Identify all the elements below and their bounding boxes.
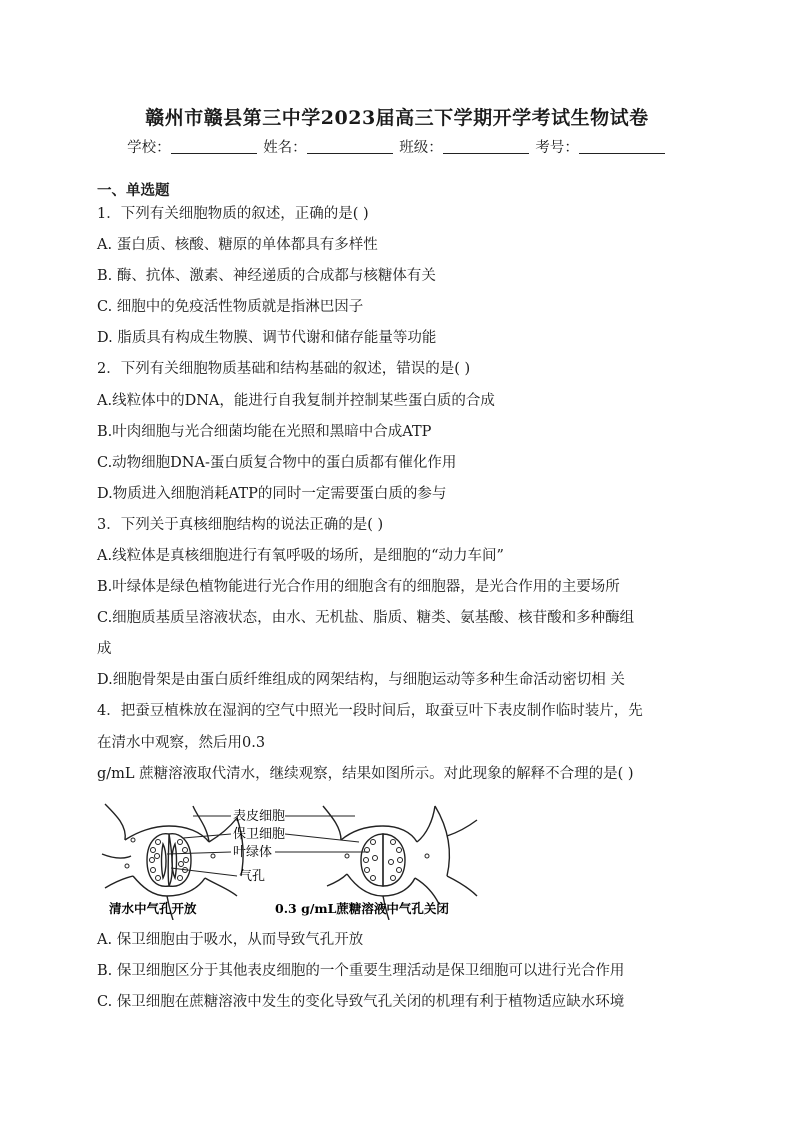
question-1-option-d[interactable]: D. 脂质具有构成生物膜、调节代谢和储存能量等功能	[97, 330, 437, 346]
school-label: 学校：	[127, 140, 171, 156]
number-label: 考号：	[535, 140, 579, 156]
class-blank[interactable]	[443, 138, 529, 154]
question-2-option-c[interactable]: C.动物细胞DNA-蛋白质复合物中的蛋白质都有催化作用	[97, 455, 457, 471]
question-3-option-b[interactable]: B.叶绿体是绿色植物能进行光合作用的细胞含有的细胞器，是光合作用的主要场所	[97, 579, 620, 595]
name-blank[interactable]	[307, 138, 393, 154]
number-blank[interactable]	[579, 138, 665, 154]
school-blank[interactable]	[171, 138, 257, 154]
question-2-option-a[interactable]: A.线粒体中的DNA，能进行自我复制并控制某些蛋白质的合成	[97, 393, 495, 409]
question-4-option-a[interactable]: A. 保卫细胞由于吸水，从而导致气孔开放	[97, 932, 364, 948]
label-stoma: 气孔	[239, 869, 266, 884]
student-info-line	[0, 136, 794, 157]
stomata-diagram	[97, 796, 497, 920]
question-4-option-b[interactable]: B. 保卫细胞区分于其他表皮细胞的一个重要生理活动是保卫细胞可以进行光合作用	[97, 963, 625, 979]
question-1-option-b[interactable]: B. 酶、抗体、激素、神经递质的合成都与核糖体有关	[97, 268, 436, 284]
question-1-option-a[interactable]: A. 蛋白质、核酸、糖原的单体都具有多样性	[97, 237, 378, 253]
question-4-stem-line-1: 4．把蚕豆植株放在湿润的空气中照光一段时间后，取蚕豆叶下表皮制作临时装片，先	[97, 703, 643, 719]
class-label: 班级：	[399, 140, 443, 156]
name-label: 姓名：	[263, 140, 307, 156]
caption-open: 清水中气孔开放	[109, 901, 197, 916]
label-guard-cell: 保卫细胞	[233, 827, 286, 842]
question-3-option-c-continued: 成	[97, 641, 112, 657]
question-4-stem-line-3: g/mL 蔗糖溶液取代清水，继续观察，结果如图所示。对此现象的解释不合理的是( )	[97, 766, 634, 782]
question-2-stem: 2．下列有关细胞物质基础和结构基础的叙述，错误的是( )	[97, 361, 471, 377]
question-1-option-c[interactable]: C. 细胞中的免疫活性物质就是指淋巴因子	[97, 299, 364, 315]
caption-closed: 0.3 g/mL蔗糖溶液中气孔关闭	[275, 901, 449, 916]
question-3-option-c[interactable]: C.细胞质基质呈溶液状态，由水、无机盐、脂质、糖类、氨基酸、核苷酸和多种酶组	[97, 610, 635, 626]
question-4-stem-line-2: 在清水中观察，然后用0.3	[97, 735, 266, 751]
question-1-stem: 1．下列有关细胞物质的叙述，正确的是( )	[97, 206, 369, 222]
stomata-figure	[97, 796, 497, 920]
question-2-option-d[interactable]: D.物质进入细胞消耗ATP的同时一定需要蛋白质的参与	[97, 486, 447, 502]
label-chloroplast: 叶绿体	[233, 845, 273, 860]
label-epidermis: 表皮细胞	[233, 809, 286, 824]
section-heading: 一、单选题	[97, 183, 170, 199]
exam-title: 赣州市赣县第三中学2023届高三下学期开学考试生物试卷	[145, 107, 649, 129]
question-4-option-c[interactable]: C. 保卫细胞在蔗糖溶液中发生的变化导致气孔关闭的机理有利于植物适应缺水环境	[97, 994, 625, 1010]
question-2-option-b[interactable]: B.叶肉细胞与光合细菌均能在光照和黑暗中合成ATP	[97, 424, 432, 440]
question-3-option-a[interactable]: A.线粒体是真核细胞进行有氧呼吸的场所，是细胞的“动力车间”	[97, 548, 504, 564]
question-3-option-d[interactable]: D.细胞骨架是由蛋白质纤维组成的网架结构，与细胞运动等多种生命活动密切相 关	[97, 672, 625, 688]
question-3-stem: 3．下列关于真核细胞结构的说法正确的是( )	[97, 517, 384, 533]
